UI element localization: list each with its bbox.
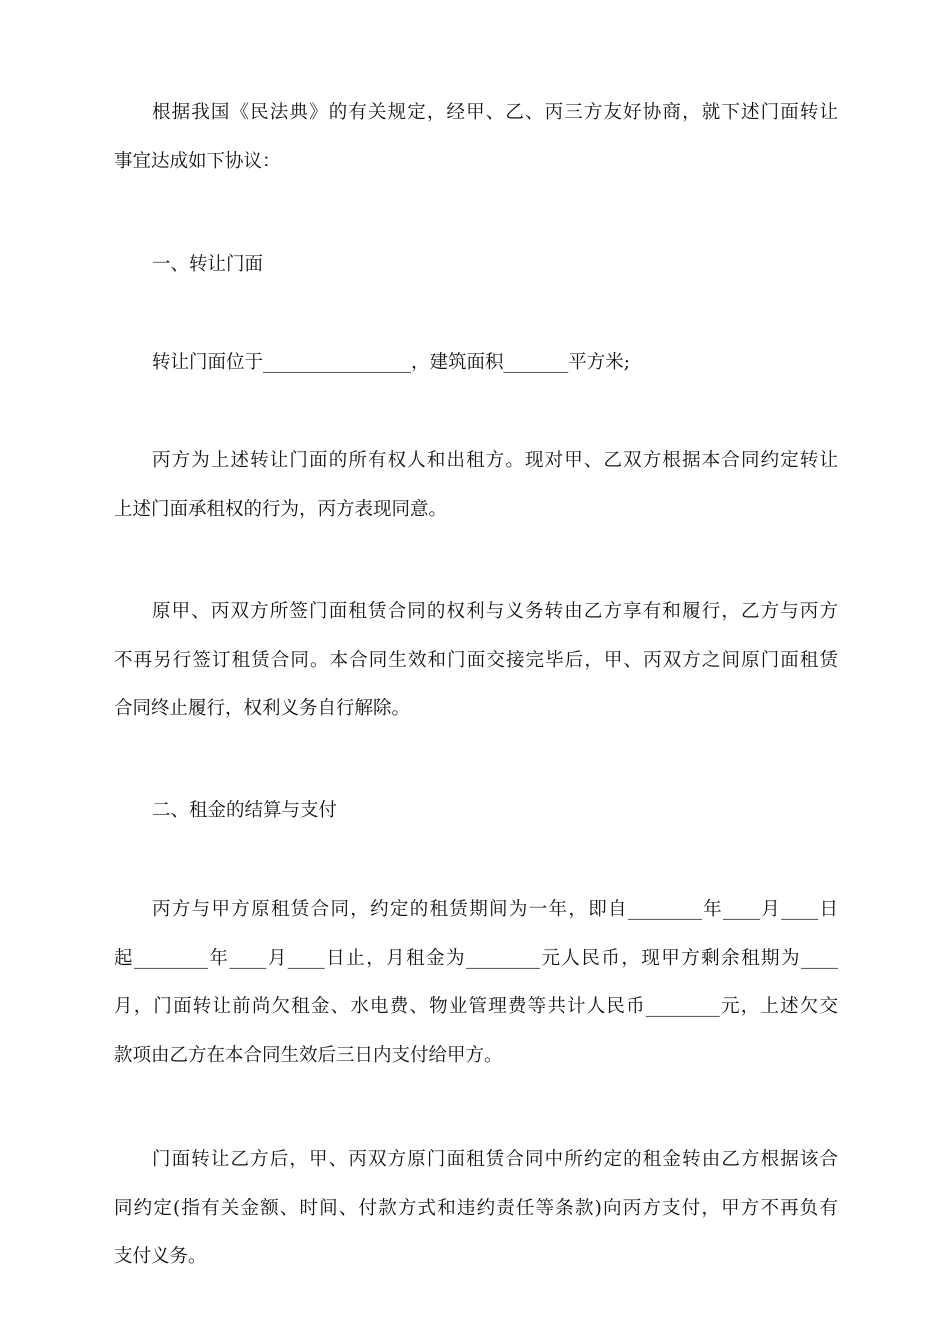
section-heading-rent-settlement: 二、租金的结算与支付 — [152, 800, 338, 821]
section-heading-transfer-storefront: 一、转让门面 — [152, 254, 264, 275]
text-line: 起________年____月____日止，月租金为________元人民币，现甲方剩余租期为____ — [114, 947, 838, 969]
text-line: 事宜达成如下协议： — [114, 150, 281, 172]
text-line: 根据我国《民法典》的有关规定，经甲、乙、丙三方友好协商，就下述门面转让 — [152, 102, 838, 123]
text-line: 转让门面位于________________，建筑面积_______平方米; — [152, 352, 630, 373]
paragraph-rights-transfer — [114, 588, 838, 734]
text-line: 同约定(指有关金额、时间、付款方式和违约责任等条款)向丙方支付，甲方不再负有 — [114, 1197, 838, 1219]
text-line: 门面转让乙方后，甲、丙双方原门面租赁合同中所约定的租金转由乙方根据该合 — [152, 1149, 838, 1170]
text-line: 合同终止履行，权利义务自行解除。 — [114, 698, 411, 719]
paragraph-rent-terms — [114, 886, 838, 1080]
text-line: 上述门面承租权的行为，丙方表现同意。 — [114, 498, 448, 520]
text-line: 不再另行签订租赁合同。本合同生效和门面交接完毕后，甲、丙双方之间原门面租赁 — [114, 649, 838, 671]
paragraph-legal-basis — [114, 89, 838, 186]
paragraph-rent-payment-transfer — [114, 1136, 838, 1282]
paragraph-owner-consent — [114, 437, 838, 534]
paragraph-storefront-location — [114, 339, 838, 388]
text-line: 支付义务。 — [114, 1246, 207, 1267]
text-line: 原甲、丙双方所签门面租赁合同的权利与义务转由乙方享有和履行，乙方与丙方 — [152, 601, 838, 622]
text-line: 丙方为上述转让门面的所有权人和出租方。现对甲、乙双方根据本合同约定转让 — [152, 450, 838, 471]
text-line: 款项由乙方在本合同生效后三日内支付给甲方。 — [114, 1044, 503, 1066]
text-line: 月，门面转让前尚欠租金、水电费、物业管理费等共计人民币________元，上述欠交 — [114, 996, 838, 1017]
text-line: 丙方与甲方原租赁合同，约定的租赁期间为一年，即自________年____月____日 — [152, 899, 838, 920]
